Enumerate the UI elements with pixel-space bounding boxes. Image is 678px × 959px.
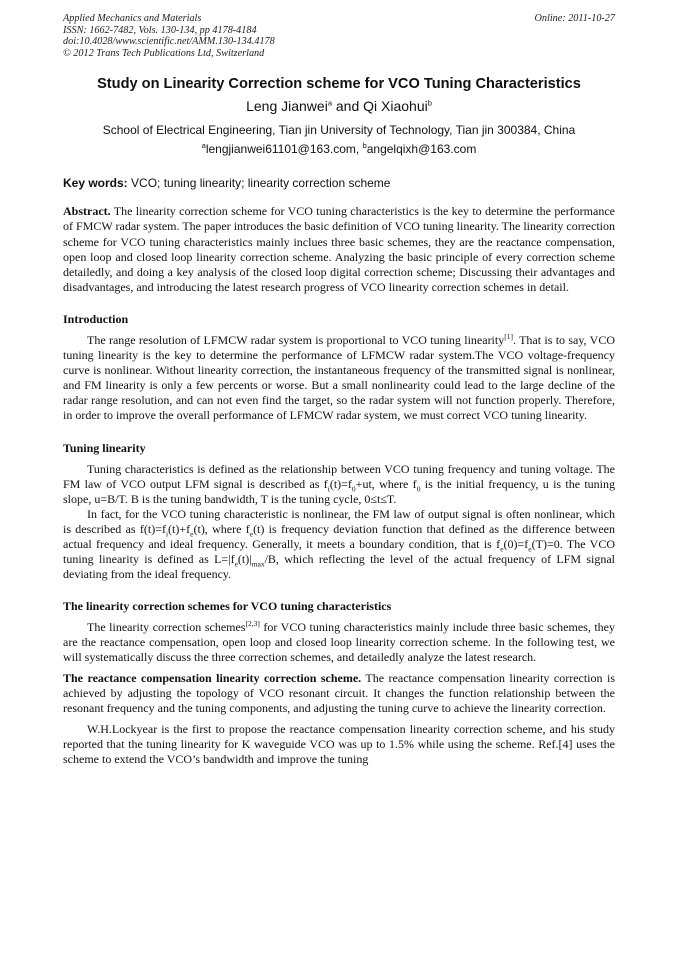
journal-name: Applied Mechanics and Materials	[63, 13, 202, 24]
online-date: Online: 2011-10-27	[534, 13, 615, 24]
subscript: e	[190, 529, 194, 539]
abstract-text: The linearity correction scheme for VCO tuning characteristics is the key to determine the performance of FMCW radar system. The paper introduces the basic definition of VCO tuning linearity. The linearity correction scheme for VCO tuning characteristics mainly inclues three basic schemes, they are the reactance compensation, open loop and closed loop linearity correction scheme. Analyzing the basic principle of every correction scheme detailedly, and doing a key analysis of the closed loop digital correction scheme; Discussing their advantages and disadvantages, and introducing the latest research progress of VCO linearity correction schemes in detail.	[63, 204, 615, 294]
keywords-text: VCO; tuning linearity; linearity correction scheme	[127, 176, 391, 191]
tuning-text: (0)=f	[503, 536, 529, 551]
subscript: e	[528, 544, 532, 554]
subscript: i	[327, 483, 330, 493]
tuning-text: Tuning characteristics is defined as the relationship between VCO tuning frequency and tuning voltage. The FM law of VCO output LFM signal is described as f	[63, 461, 615, 491]
intro-paragraph	[63, 333, 615, 424]
reactance-text: The reactance compensation linearity correction is achieved by adjusting the topology of VCO resonant circuit. It changes the function relationship between the resonant frequency and the tuning components, and adjusting the tuning curve to achieve the linearity correction.	[63, 670, 615, 715]
subscript: e	[249, 529, 254, 539]
tuning-text: (t)|	[237, 552, 252, 567]
author-conjunction: and	[332, 98, 364, 115]
email-2-mark: b	[362, 141, 367, 151]
tuning-text: (t) is frequency deviation function that defined as the difference between actual frequency and ideal frequency. Generally, it meets a boundary condition, that is f	[63, 521, 615, 551]
publication-info	[63, 13, 275, 59]
email-1: lengjianwei61101@163.com,	[205, 142, 363, 157]
heading-correction-schemes: The linearity correction schemes for VCO tuning characteristics	[63, 599, 392, 614]
abstract-label: Abstract.	[63, 204, 111, 219]
tuning-text: +ut, where f	[355, 476, 417, 491]
keywords	[63, 176, 615, 190]
tuning-paragraph-2	[63, 507, 615, 582]
tuning-text: is the initial frequency, u is the tuning slope, u=B/T. B is the tuning bandwidth, T is the tuning cycle, 0≤t≤T.	[63, 476, 615, 506]
author-2-mark: b	[427, 98, 432, 108]
abstract	[63, 204, 615, 295]
tuning-paragraph-1	[63, 462, 615, 507]
tuning-text: (t), where f	[193, 521, 250, 536]
tuning-text: (T)=0. The VCO tuning linearity is defined as L=|f	[63, 536, 615, 567]
tuning-text: (t)+f	[168, 521, 191, 536]
affiliation: School of Electrical Engineering, Tian jin University of Technology, Tian jin 300384, China	[102, 123, 576, 138]
keywords-label: Key words:	[63, 176, 128, 191]
subscript: max	[251, 559, 265, 569]
reactance-heading: The reactance compensation linearity correction scheme.	[63, 670, 362, 685]
heading-tuning-linearity: Tuning linearity	[63, 440, 146, 455]
citation-2-3: [2,3]	[245, 619, 260, 629]
copyright-line: © 2012 Trans Tech Publications Ltd, Switzerland	[63, 47, 265, 59]
heading-introduction: Introduction	[63, 311, 129, 326]
email-1-mark: a	[201, 141, 206, 151]
author-2: Qi Xiaohui	[363, 98, 428, 115]
subscript: e	[500, 544, 504, 554]
schemes-text-2: for VCO tuning characteristics mainly include three basic schemes, they are the reactance compensation, open loop and closed loop linearity correction scheme. In the following test, we will systematically discuss the three correction schemes, and detailedly analyze the latest research.	[63, 620, 615, 665]
tuning-text: /B, which reflecting the level of the actual frequency of LFM signal deviating from the ideal frequency.	[63, 552, 615, 582]
intro-text-1: The range resolution of LFMCW radar system is proportional to VCO tuning linearity	[87, 332, 505, 347]
subscript: i	[165, 529, 169, 539]
intro-text-2: . That is to say, VCO tuning linearity is the key to determine the performance of LFMCW radar system.The VCO voltage-frequency curve is nonlinear. Without linearity correction, the instantaneous frequency of the transmitted signal is nonlinear, and FM linearity is only a few percents or worse. But a small nonlinearity could lead to the large decline of the radar range resolution, and can not even find the target, so the radar system will not function properly. Therefore, in order to improve the overall performance of LFMCW radar system, we must correct VCO tuning linearity.	[63, 332, 615, 423]
schemes-paragraph	[63, 620, 615, 665]
doi-line: doi:10.4028/www.scientific.net/AMM.130-134.4178	[63, 36, 275, 48]
subscript: 0	[416, 483, 421, 493]
email-line	[63, 142, 615, 156]
citation-1: [1]	[504, 331, 513, 341]
subscript: 0	[351, 483, 356, 493]
running-header	[63, 13, 615, 59]
subscript: e	[234, 559, 238, 569]
tuning-text: In fact, for the VCO tuning characteristic is nonlinear, the FM law of output signal is often nonlinear, which is described as f(t)=f	[63, 506, 615, 536]
issn-line: ISSN: 1662-7482, Vols. 130-134, pp 4178-4184	[63, 24, 257, 36]
paper-title: Study on Linearity Correction scheme for VCO Tuning Characteristics	[97, 76, 581, 93]
reactance-paragraph	[63, 671, 615, 716]
lockyear-paragraph: W.H.Lockyear is the first to propose the reactance compensation linearity correction scheme, and his study reported that the tuning linearity for K waveguide VCO was up to 1.5% while using the scheme. Ref.[4] uses the scheme to extend the VCO’s bandwidth and improve the tuning	[63, 721, 615, 766]
author-1: Leng Jianwei	[246, 98, 328, 115]
author-line	[63, 98, 615, 115]
email-2: angelqixh@163.com	[366, 142, 477, 157]
tuning-text: (t)=f	[329, 476, 352, 491]
schemes-text-1: The linearity correction schemes	[87, 620, 246, 635]
paper-page	[63, 13, 615, 767]
author-1-mark: a	[327, 98, 332, 108]
